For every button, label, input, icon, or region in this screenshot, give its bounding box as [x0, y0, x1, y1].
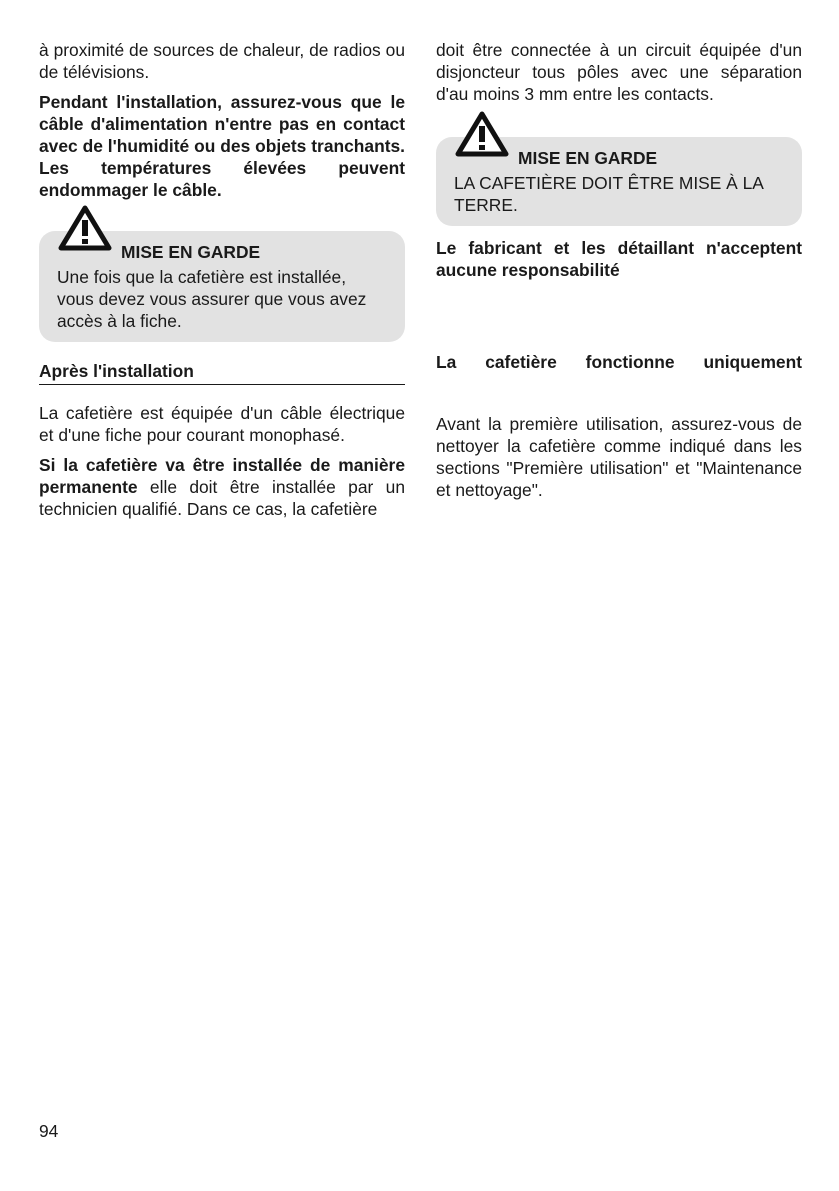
warning-body: Une fois que la cafetière est installée, vous devez vous assurer que vous avez accès à la fiche. [57, 267, 367, 331]
warning-body: LA CAFETIÈRE DOIT ÊTRE MISE À LA TERRE. [454, 173, 763, 215]
warning-triangle-icon [58, 205, 112, 251]
permanent-install-rest: elle doit être installée par un technicien qualifié. Dans ce cas, la cafetière [39, 477, 405, 519]
warning-triangle-icon [455, 111, 509, 157]
warning-title: MISE EN GARDE [518, 148, 658, 168]
warning-box [436, 137, 802, 226]
left-column [39, 39, 405, 528]
warning-box [39, 231, 405, 342]
circuit-paragraph: doit être connectée à un circuit équipée d'un disjoncteur tous pôles avec une séparation d'au moins 3 mm entre les contacts. [436, 40, 802, 104]
only-operates-paragraph: La cafetière fonctionne uniquement [436, 352, 802, 372]
page-number: 94 [39, 1121, 59, 1141]
cable-caution-paragraph: Pendant l'installation, assurez-vous que le câble d'alimentation n'entre pas en contact avec de l'humidité ou des objets tranchants. Les températures élevées peuvent endommager le câble. [39, 92, 405, 200]
permanent-install-paragraph [39, 454, 405, 520]
permanent-install-bold: Si la cafetière va être installée de manière permanente [39, 455, 405, 497]
right-column [436, 39, 802, 509]
first-use-paragraph: Avant la première utilisation, assurez-vous de nettoyer la cafetière comme indiqué dans les sections "Première utilisation" et "Maintenance et nettoyage". [436, 414, 802, 500]
section-title: Après l'installation [39, 360, 405, 385]
warning-title: MISE EN GARDE [121, 242, 261, 262]
equipped-paragraph: La cafetière est équipée d'un câble électrique et d'une fiche pour courant monophasé. [39, 403, 405, 445]
intro-paragraph: à proximité de sources de chaleur, de radios ou de télévisions. [39, 40, 405, 82]
manufacturer-paragraph: Le fabricant et les détaillant n'acceptent aucune responsabilité [436, 238, 802, 280]
